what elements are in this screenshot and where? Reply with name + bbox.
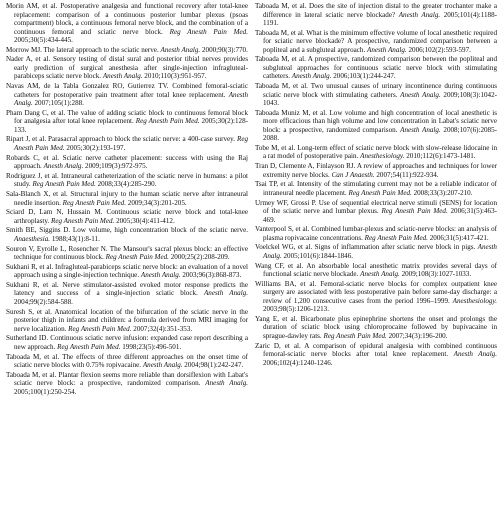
reference-entry — [6, 308, 248, 334]
reference-entry — [6, 353, 248, 370]
reference-text: Tran D, Clemente A, Finlayson RJ. A review of approaches and techniques for lower extremity nerve blocks. — [255, 162, 497, 179]
reference-entry — [6, 263, 248, 280]
reference-entry — [255, 280, 497, 314]
reference-text: Williams BA, et al. Femoral-sciatic nerve blocks for complex outpatient knee surgery are associated with less postoperative pain before same-day discharge: a review of 1,200 consecutive cases from the period 1996–1999. — [255, 279, 497, 305]
reference-entry — [255, 342, 497, 368]
reference-citation: 2000;90(3):770. — [201, 45, 248, 54]
reference-source: Anesth Analg. — [367, 45, 407, 54]
reference-source: Anesth Analg. — [142, 361, 183, 369]
reference-citation: 2005;30(2):128-133. — [14, 117, 249, 134]
reference-text: Taboada M, et al. Plantar flexion seems more reliable than dorsiflexion with Labat's sciatic nerve block: a prospective, randomized comparison. — [6, 370, 248, 388]
reference-citation: 2005;101(4):1188-1191. — [263, 10, 498, 27]
reference-citation: 1988;43(1):8-11. — [51, 234, 100, 243]
reference-text: Souron V, Eyrolle L, Rosencher N. The Mansour's sacral plexus block: an effective technique for continuous block. — [6, 244, 248, 262]
reference-source: Reg Anesth Pain Med. — [32, 180, 96, 189]
reference-entry — [255, 315, 497, 341]
reference-text: Ripart J, et al. Parasacral approach to block the sciatic nerve: a 400-case survey. — [6, 135, 236, 144]
reference-source: Anesth Analg. — [102, 72, 143, 81]
reference-entry — [255, 243, 497, 260]
reference-entry — [255, 162, 497, 179]
reference-entry — [255, 199, 497, 225]
reference-citation: 2010;110(3):951-957. — [144, 72, 207, 81]
reference-citation: 2008;33(4):285-290. — [97, 180, 157, 189]
reference-entry — [255, 55, 497, 81]
reference-text: Smith BE, Siggins D. Low volume, high concentration block of the sciatic nerve. — [6, 226, 248, 235]
reference-text: Sukhani R, et al. Nerve stimulator-assisted evoked motor response predicts the latency and success of a single-injection sciatic block. — [6, 280, 248, 298]
reference-entry — [6, 172, 248, 189]
reference-citation: 2010;112(6):1473-1481. — [406, 152, 476, 161]
reference-text: Yang E, et al. Bicarbonate plus epinephrine shortens the onset and prolongs the duration of sciatic block using chloroprocaine followed by bupivacaine in sprague-dawley rats. — [255, 314, 497, 340]
reference-citation: 2007;34(3):196-200. — [388, 331, 448, 340]
reference-citation: 2004;98(1):242-247. — [184, 361, 244, 369]
reference-entry — [255, 29, 497, 55]
reference-text: Sukhani R, et al. Infragluteal-parabiceps sciatic nerve block: an evaluation of a novel approach using a single-injection technique. — [6, 262, 248, 280]
reference-text: Navas AM, de la Tabla Gonzalez RO, Gutierrez TV. Combined femoral-sciatic catheters for postoperative pain treatment after total knee replacement. — [6, 82, 248, 99]
reference-text: Taboada M, et al. The effects of three different approaches on the onset time of sciatic nerve blocks with 0.75% ropivacaine. — [6, 352, 248, 369]
reference-citation: 2008;107(6):2085-2088. — [263, 125, 497, 143]
reference-source: Reg Anesth Pain Med. — [348, 188, 412, 197]
reference-text: Robards C, et al. Sciatic nerve catheter placement: success with using the Raj approach. — [6, 153, 248, 171]
reference-text: Wang CF, et al. An absorbable local anesthetic matrix provides several days of functional sciatic nerve blockade. — [255, 261, 497, 279]
reference-source: Reg Anesth Pain Med. — [68, 324, 132, 333]
reference-citation: 2008;33(3):207-210. — [413, 188, 473, 197]
reference-source: Anesthesiology. — [360, 152, 405, 161]
reference-entry — [6, 2, 248, 45]
reference-entry — [6, 82, 248, 108]
reference-entry — [255, 82, 497, 108]
reference-text: Zaric D, et al. A comparison of epidural analgesia with combined continuous femoral-sciatic nerve blocks after total knee replacement. — [255, 341, 497, 359]
reference-source: Reg Anesth Pain Med. — [135, 117, 200, 126]
reference-text: Taboada M, et al. Does the site of injection distal to the greater trochanter make a difference in lateral sciatic nerve blockade? — [255, 2, 497, 19]
reference-citation: 2005;30(5):434-445. — [14, 36, 73, 44]
reference-citation: 2006;102(2):593-597. — [408, 45, 471, 54]
reference-entry — [6, 371, 248, 397]
reference-entry — [6, 281, 248, 307]
reference-entry — [6, 55, 248, 81]
reference-entry — [255, 144, 497, 161]
reference-source: Anesth Analg. — [263, 243, 497, 260]
reference-text: Pham Dang C, et al. The value of adding sciatic block to continuous femoral block for analgesia after total knee replacement. — [6, 108, 248, 126]
reference-citation: 2004;99(2):584-588. — [14, 297, 73, 306]
reference-citation: 1998;23(5):496-501. — [122, 342, 182, 351]
reference-source: Reg Anesth Pain Med. — [105, 253, 169, 262]
reference-source: Reg Anesth Pain Med. — [323, 331, 387, 340]
reference-text: Taboada M, et al. Two unusual causes of urinary incontinence during continuous sciatic nerve block with stimulating catheters. — [255, 82, 497, 99]
reference-text: Rodriguez J, et al. Intraneural catheterization of the sciatic nerve in humans: a pilot study. — [6, 171, 248, 189]
reference-source: Reg Anesth Pain Med. — [364, 233, 428, 242]
reference-citation: 2005;100(1):250-254. — [14, 387, 77, 396]
reference-citation: 2006;31(5):463-469. — [263, 207, 497, 224]
reference-entry — [255, 180, 497, 197]
reference-entry — [6, 208, 248, 225]
reference-text: Suresh S, et al. Anatomical location of the bifurcation of the sciatic nerve in the posterior thigh in infants and children: a formula derived from MRI imaging for nerve localization. — [6, 307, 248, 333]
reference-citation: 2005;101(6):1844-1846. — [283, 251, 354, 260]
reference-entry — [6, 154, 248, 171]
reference-citation: 2000;25(2):208-209. — [170, 253, 230, 262]
reference-entry — [6, 245, 248, 262]
reference-source: Anesth Analg. — [140, 271, 181, 280]
reference-text: Morin AM, et al. Postoperative analgesia and functional recovery after total-knee replacement: comparison of a continuous posterior lumbar plexus (psoas compartment) block, a continuous femoral nerve block, and the combination of a continuous femoral and sciatic nerve block. — [6, 2, 248, 36]
reference-text: Vanterpool S, et al. Combined lumbar-plexus and sciatic-nerve blocks: an analysis of plasma ropivacaine concentrations. — [255, 225, 497, 242]
reference-citation: 2009;109(3):972-975. — [85, 162, 148, 171]
reference-source: Anesth Analg. — [160, 45, 201, 54]
reference-source: Anesthesiology. — [452, 296, 497, 305]
reference-citation: 2009;34(3):201-205. — [127, 198, 187, 207]
reference-text: Taboada M, et al. What is the minimum effective volume of local anesthetic required for sciatic nerve blockade? A prospective, randomized comparison between a popliteal and a subgluteal approach. — [255, 28, 497, 54]
reference-citation: 2009;108(3):1027-1033. — [401, 270, 472, 279]
reference-text: Tsai TP, et al. Intensity of the stimulating current may not be a reliable indicator of intraneural needle placement. — [255, 180, 497, 197]
reference-source: Anesth Analg. — [398, 10, 441, 19]
reference-source: Reg Anesth Pain Med. — [62, 198, 126, 207]
reference-text: Sala-Blanch X, et al. Structural injury to the human sciatic nerve after intraneural needle insertion. — [6, 190, 248, 207]
reference-entry — [255, 262, 497, 279]
reference-column-right — [255, 2, 497, 523]
reference-entry — [6, 46, 248, 55]
reference-source: Anaesthesia. — [14, 234, 51, 243]
reference-source: Anesth Analg. — [43, 162, 84, 171]
reference-entry — [255, 2, 497, 28]
reference-entry — [255, 109, 497, 143]
reference-source: Anesth Analg. — [453, 350, 497, 359]
reference-source: Anesth Analg. — [14, 90, 248, 108]
reference-text: Voelckel WG, et al. Signs of inflammation after sciatic nerve block in pigs. — [255, 243, 476, 252]
reference-citation: 2003;96(3):868-873. — [182, 271, 242, 280]
reference-text: Sciard D, Lam N, Hussain M. Continuous sciatic nerve block and total-knee arthroplasty. — [6, 208, 248, 225]
reference-entry — [6, 190, 248, 207]
reference-source: Reg Anesth Pain Med. — [169, 27, 248, 36]
reference-source: Anesth Analg. — [400, 90, 441, 99]
reference-source: Anesth Analg. — [360, 270, 400, 279]
reference-citation: 2007;32(4):351-353. — [133, 324, 193, 333]
reference-citation: 2005;30(2):193-197. — [66, 143, 126, 152]
reference-citation: 2003;98(5):1206-1213. — [263, 305, 330, 314]
reference-entry — [6, 135, 248, 152]
reference-citation: 2006;31(5):417-421. — [429, 233, 489, 242]
reference-entry — [6, 109, 248, 135]
reference-text: Taboada Muniz M, et al. Low volume and high concentration of local anesthetic is more efficacious than high volume and low concentration in Labat's sciatic nerve block: a prospective, randomized comparison. — [255, 108, 497, 134]
reference-citation: 2005;30(4):411-412. — [116, 216, 175, 225]
reference-text: Urmey WF, Grossi P. Use of sequential electrical nerve stimuli (SENS) for location of the sciatic nerve and lumbar plexus. — [255, 198, 497, 215]
reference-source: Anesth Analg. — [205, 379, 249, 388]
reference-citation: 2007;105(1):288. — [34, 99, 84, 108]
reference-text: Taboada M, et al. A prospective, randomized comparison between the popliteal and subgluteal approaches for continuous sciatic nerve block with stimulating catheters. — [255, 55, 497, 81]
reference-text: Tobe M, et al. Long-term effect of sciatic nerve block with slow-release lidocaine in a rat model of postoperative pain. — [255, 143, 497, 161]
reference-column-left — [6, 2, 248, 523]
reference-source: Anesth Analg. — [291, 72, 332, 81]
reference-source: Can J Anaesth. — [331, 170, 375, 179]
reference-entry — [255, 225, 497, 242]
reference-source: Reg Anesth Pain Med. — [14, 135, 249, 152]
reference-text: Sutherland ID. Continuous sciatic nerve infusion: expanded case report describing a new approach. — [6, 334, 248, 351]
reference-source: Reg Anesth Pain Med. — [381, 207, 448, 215]
reference-source: Reg Anesth Pain Med. — [50, 216, 115, 225]
reference-entry — [6, 226, 248, 243]
reference-citation: 2006;103(1):244-247. — [333, 72, 396, 81]
reference-source: Reg Anesth Pain Med. — [57, 342, 121, 351]
reference-citation: 2007;54(11):922-934. — [376, 170, 439, 179]
reference-citation: 2009;108(3):1042-1043. — [263, 90, 497, 108]
reference-text: Nader A, et al. Sensory testing of distal sural and posterior tibial nerves provides early prediction of surgical anesthesia after single-injection infragluteal-parabiceps sciatic nerve block. — [6, 55, 248, 81]
reference-text: Morrow MJ. The lateral approach to the sciatic nerve. — [6, 45, 159, 54]
reference-source: Anesth Analg. — [203, 289, 249, 298]
reference-source: Anesth Analg. — [400, 125, 441, 134]
reference-entry — [6, 334, 248, 351]
reference-citation: 2006;102(4):1240-1246. — [263, 358, 333, 367]
